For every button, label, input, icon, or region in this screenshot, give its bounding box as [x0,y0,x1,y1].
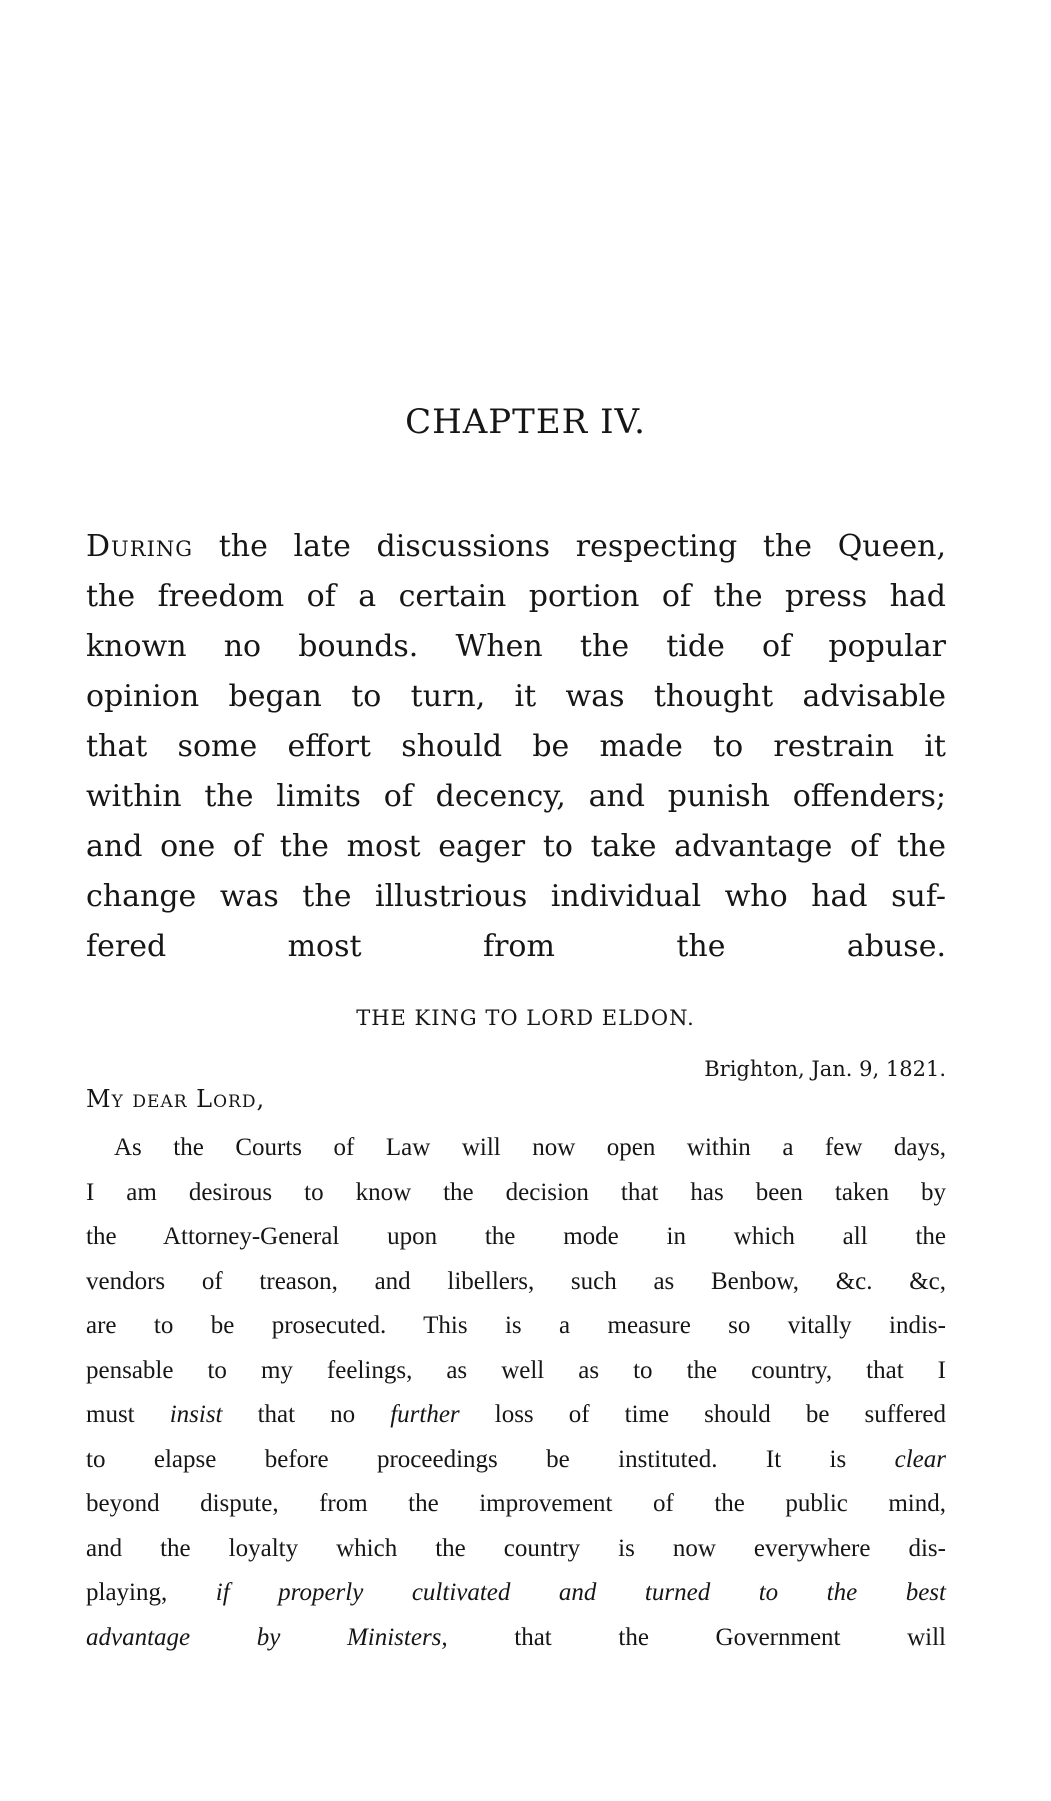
letter-line: vendors of treason, and libellers, such as Benbow, &c. &c, [86,1267,946,1295]
emphasis: clear [894,1445,946,1473]
letter-line: playing, if properly cultivated and turned to the best [86,1579,946,1606]
emphasis: if properly cultivated and turned to the best [215,1579,946,1606]
letter-line: must insist that no further loss of time should be suffered [86,1401,946,1428]
letter-line: the Attorney-General upon the mode in which all the [86,1223,946,1250]
emphasis: further [390,1401,460,1428]
intro-line: the freedom of a certain portion of the press had [86,579,946,614]
intro-line: within the limits of decency, and punish offenders; [86,779,946,814]
letter-line: I am desirous to know the decision that has been taken by [86,1178,946,1206]
letter-line: pensable to my feelings, as well as to the country, that I [86,1356,946,1384]
intro-line: and one of the most eager to take advantage of the [86,829,946,864]
letter-heading: THE KING TO LORD ELDON. [356,1006,695,1030]
letter-salutation: My dear Lord, [86,1085,266,1113]
letter-body [86,1126,946,1660]
letter-line: and the loyalty which the country is now everywhere dis- [86,1534,946,1562]
intro-paragraph [86,522,946,972]
letter-dateline: Brighton, Jan. 9, 1821. [704,1057,946,1081]
letter-line: As the Courts of Law will now open within a few days, [114,1134,946,1161]
letter-line: to elapse before proceedings be instituted. It is clear [86,1445,946,1473]
letter-line: beyond dispute, from the improvement of the public mind, [86,1490,946,1517]
intro-line: change was the illustrious individual who had suf- [86,879,946,914]
intro-line: that some effort should be made to restrain it [86,729,946,764]
letter-line: advantage by Ministers, that the Government will [86,1623,946,1651]
intro-line: known no bounds. When the tide of popular [86,629,946,664]
emphasis: insist [169,1401,223,1428]
chapter-title: CHAPTER IV. [405,402,646,442]
emphasis: advantage by Ministers, [86,1623,448,1651]
intro-line: fered most from the abuse. [86,929,946,964]
drop-word: During [86,529,194,564]
letter-line: are to be prosecuted. This is a measure so vitally indis- [86,1312,946,1339]
intro-line: During the late discussions respecting the Queen, [86,529,946,564]
intro-line: opinion began to turn, it was thought advisable [86,679,946,714]
